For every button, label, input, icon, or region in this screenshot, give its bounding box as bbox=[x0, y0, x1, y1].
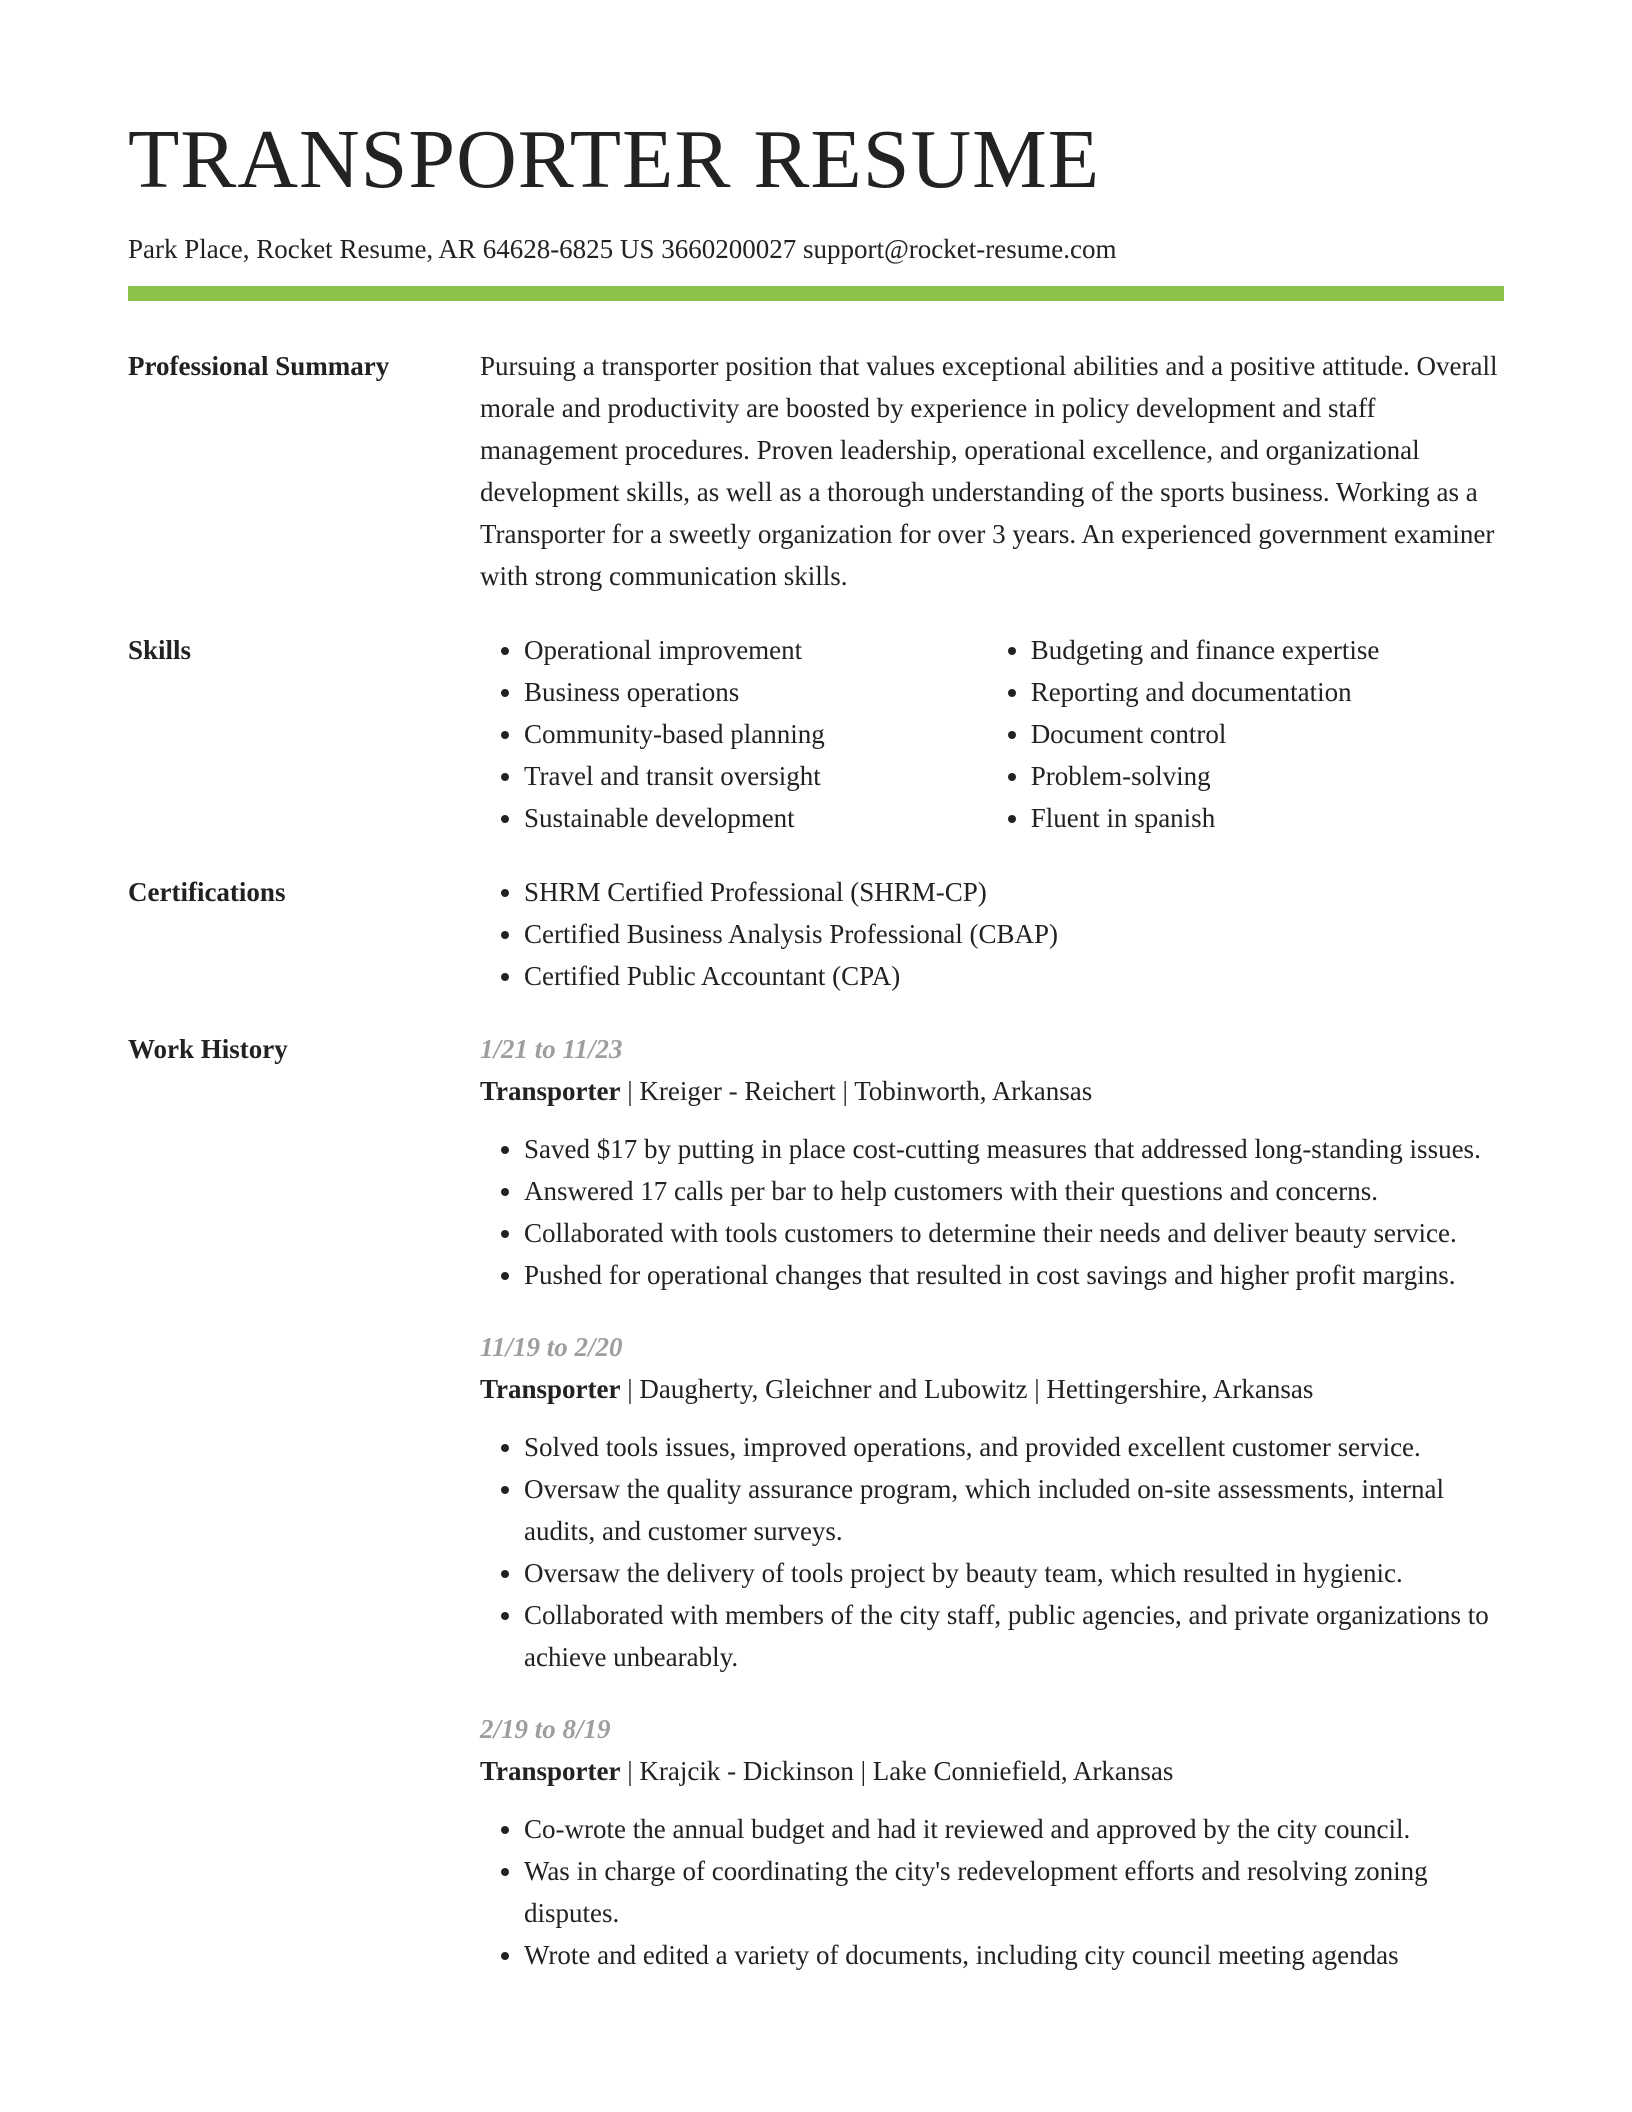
job-entry bbox=[480, 1326, 1504, 1678]
list-item: • SHRM Certified Professional (SHRM-CP) bbox=[524, 871, 1504, 913]
list-item: • Operational improvement bbox=[524, 629, 943, 671]
summary-text: Pursuing a transporter position that values exceptional abilities and a positive attitude. Overall morale and productivity are boosted by experience in policy development and staff management procedures. Proven leadership, operational excellence, and organizational development skills, as well as a thorough understanding of the sports business. Working as a Transporter for a sweetly organization for over 3 years. An experienced government examiner with strong communication skills. bbox=[480, 351, 1498, 591]
job-bullets bbox=[480, 1128, 1504, 1296]
list-item: • Certified Public Accountant (CPA) bbox=[524, 955, 1504, 997]
certifications-body bbox=[480, 871, 1504, 997]
list-item: • Document control bbox=[1031, 713, 1504, 755]
list-item: • Pushed for operational changes that resulted in cost savings and higher profit margins. bbox=[524, 1254, 1504, 1296]
work-history-heading: Work History bbox=[128, 1034, 288, 1064]
job-entry bbox=[480, 1708, 1504, 1976]
skills-body bbox=[480, 629, 1504, 839]
skills-heading: Skills bbox=[128, 635, 192, 665]
job-title: Transporter bbox=[480, 1374, 621, 1404]
list-item: • Oversaw the delivery of tools project by beauty team, which resulted in hygienic. bbox=[524, 1552, 1504, 1594]
work-history-body bbox=[480, 1028, 1504, 2006]
job-bullets bbox=[480, 1426, 1504, 1678]
list-item: • Was in charge of coordinating the city's redevelopment efforts and resolving zoning disputes. bbox=[524, 1850, 1504, 1934]
list-item: • Travel and transit oversight bbox=[524, 755, 943, 797]
list-item: • Co-wrote the annual budget and had it reviewed and approved by the city council. bbox=[524, 1808, 1504, 1850]
resume-title: TRANSPORTER RESUME bbox=[128, 113, 1101, 206]
job-details: | Daugherty, Gleichner and Lubowitz | Hettingershire, Arkansas bbox=[620, 1374, 1314, 1404]
certifications-list bbox=[480, 871, 1504, 997]
list-item: • Oversaw the quality assurance program, which included on-site assessments, internal audits, and customer surveys. bbox=[524, 1468, 1504, 1552]
list-item: • Community-based planning bbox=[524, 713, 943, 755]
contact-line: Park Place, Rocket Resume, AR 64628-6825 US 3660200027 support@rocket-resume.com bbox=[128, 234, 1117, 264]
job-entry bbox=[480, 1028, 1504, 1296]
list-item: • Answered 17 calls per bar to help customers with their questions and concerns. bbox=[524, 1170, 1504, 1212]
list-item: • Budgeting and finance expertise bbox=[1031, 629, 1504, 671]
summary-body bbox=[480, 345, 1504, 597]
job-title: Transporter bbox=[480, 1076, 621, 1106]
list-item: • Wrote and edited a variety of documents, including city council meeting agendas bbox=[524, 1934, 1504, 1976]
job-heading bbox=[480, 1368, 1504, 1410]
list-item: • Saved $17 by putting in place cost-cutting measures that addressed long-standing issues. bbox=[524, 1128, 1504, 1170]
job-dates: 2/19 to 8/19 bbox=[480, 1714, 611, 1744]
job-title: Transporter bbox=[480, 1756, 621, 1786]
job-bullets bbox=[480, 1808, 1504, 1976]
job-dates: 11/19 to 2/20 bbox=[480, 1332, 623, 1362]
list-item: • Solved tools issues, improved operations, and provided excellent customer service. bbox=[524, 1426, 1504, 1468]
job-details: | Krajcik - Dickinson | Lake Conniefield, Arkansas bbox=[620, 1756, 1174, 1786]
list-item: • Problem-solving bbox=[1031, 755, 1504, 797]
certifications-heading: Certifications bbox=[128, 877, 286, 907]
summary-heading: Professional Summary bbox=[128, 351, 390, 381]
list-item: • Sustainable development bbox=[524, 797, 943, 839]
list-item: • Collaborated with tools customers to determine their needs and deliver beauty service. bbox=[524, 1212, 1504, 1254]
job-heading bbox=[480, 1070, 1504, 1112]
list-item: • Fluent in spanish bbox=[1031, 797, 1504, 839]
list-item: • Business operations bbox=[524, 671, 943, 713]
list-item: • Collaborated with members of the city staff, public agencies, and private organizations to achieve unbearably. bbox=[524, 1594, 1504, 1678]
skills-list-right bbox=[987, 629, 1504, 839]
list-item: • Reporting and documentation bbox=[1031, 671, 1504, 713]
job-dates: 1/21 to 11/23 bbox=[480, 1034, 623, 1064]
job-details: | Kreiger - Reichert | Tobinworth, Arkansas bbox=[620, 1076, 1093, 1106]
skills-list-left bbox=[480, 629, 943, 839]
list-item: • Certified Business Analysis Professional (CBAP) bbox=[524, 913, 1504, 955]
header-divider bbox=[128, 286, 1504, 301]
job-heading bbox=[480, 1750, 1504, 1792]
